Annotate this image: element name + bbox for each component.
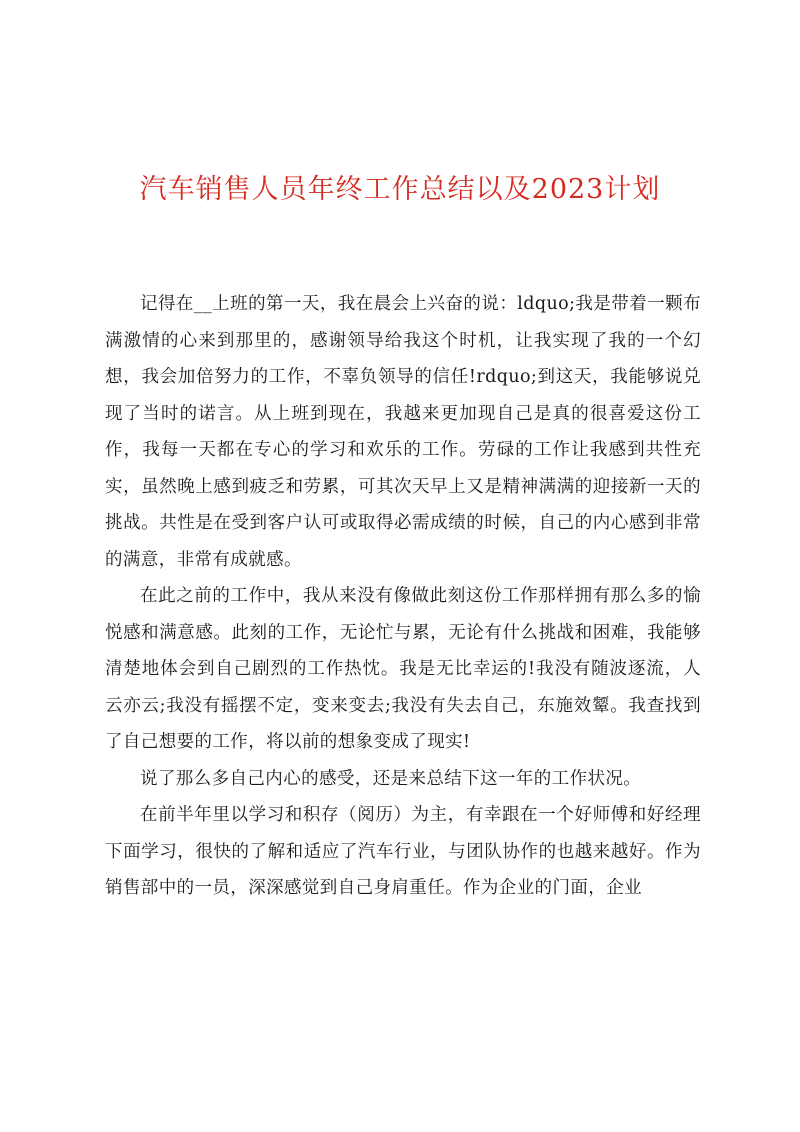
paragraph-2: 在此之前的工作中，我从来没有像做此刻这份工作那样拥有那么多的愉悦感和满意感。此刻的工作，无论忙与累，无论有什么挑战和困难，我能够清楚地体会到自己剧烈的工作热忱。我是无比幸运的!我没有随波逐流，人云亦云;我没有摇摆不定，变来变去;我没有失去自己，东施效颦。我查找到了自己想要的工作，将以前的想象变成了现实! [105, 586, 701, 752]
paragraph-4: 在前半年里以学习和积存（阅历）为主，有幸跟在一个好师傅和好经理下面学习，很快的了解和适应了汽车行业，与团队协作的也越来越好。作为销售部中的一员，深深感觉到自己身肩重任。作为企业的门面，企业 [105, 805, 701, 898]
paragraph-3: 说了那么多自己内心的感受，还是来总结下这一年的工作状况。 [140, 768, 642, 789]
document-title: 汽车销售人员年终工作总结以及2023计划 [139, 174, 661, 205]
paragraph-1: 记得在__上班的第一天，我在晨会上兴奋的说：ldquo;我是带着一颗布满激情的心来到那里的，感谢领导给我这个时机，让我实现了我的一个幻想，我会加倍努力的工作，不辜负领导的信任!rdquo;到这天，我能够说兑现了当时的诺言。从上班到现在，我越来更加现自己是真的很喜爱这份工作，我每一天都在专心的学习和欢乐的工作。劳碌的工作让我感到共性充实，虽然晚上感到疲乏和劳累，可其次天早上又是精神满满的迎接新一天的挑战。共性是在受到客户认可或取得必需成绩的时候，自己的内心感到非常的满意，非常有成就感。 [105, 294, 701, 570]
document-body [105, 286, 701, 907]
